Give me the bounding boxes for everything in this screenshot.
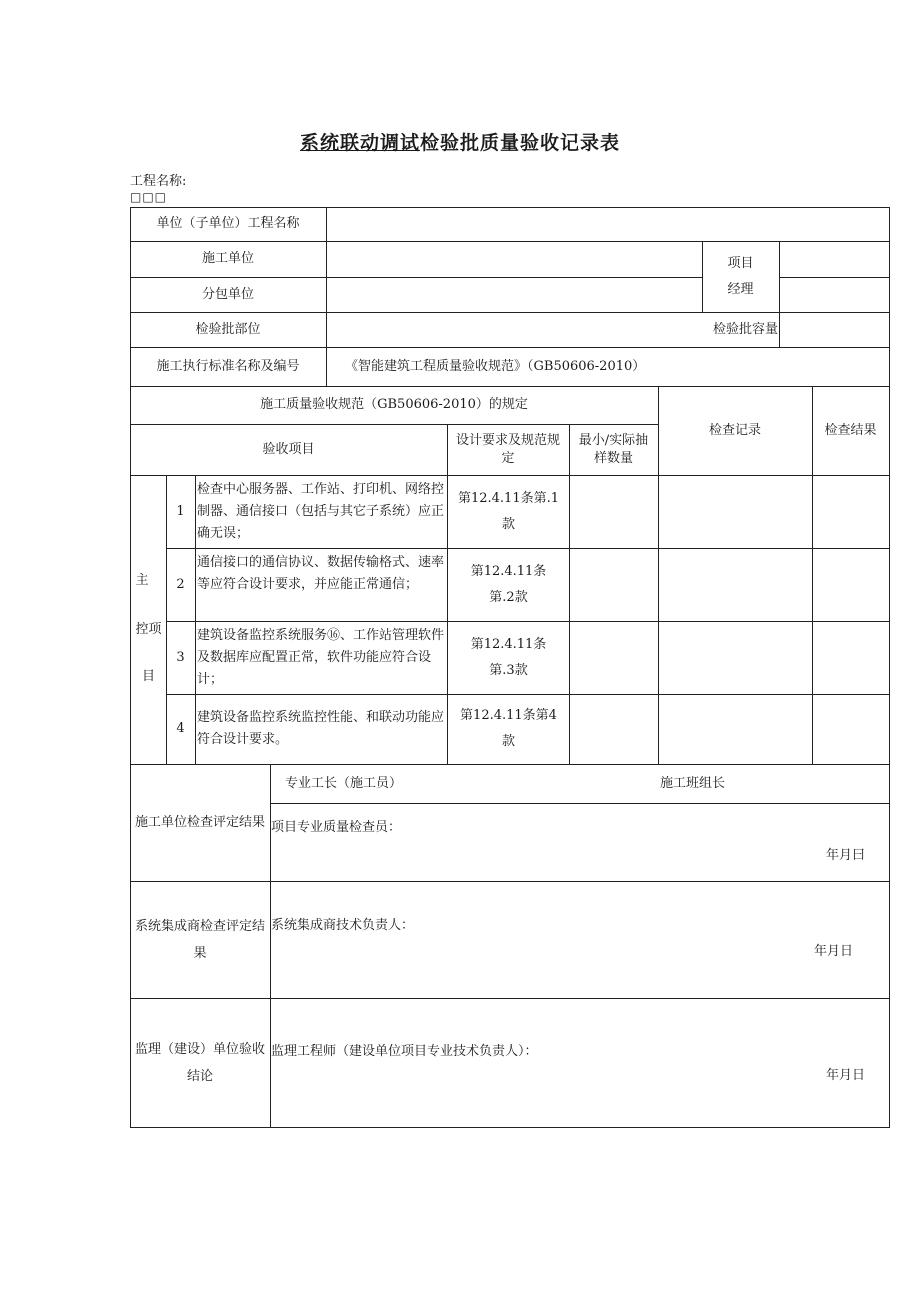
inspection-lot-part-label: 检验批部位: [195, 321, 261, 337]
item-requirement: 第12.4.11条第.1款: [457, 490, 560, 532]
team-leader-label: 施工班组长: [660, 776, 726, 791]
item-record-cell[interactable]: [659, 476, 812, 548]
item-number: 4: [176, 721, 185, 736]
inspection-lot-part-value[interactable]: [327, 313, 703, 347]
unit-project-name-label: 单位（子单位）工程名称: [156, 216, 300, 231]
item-requirement: 第12.4.11条第.2款: [470, 563, 547, 605]
page-title: [0, 128, 920, 155]
item-sample-cell[interactable]: [570, 695, 658, 764]
unit-project-name-value[interactable]: [327, 208, 889, 241]
item-sample-cell[interactable]: [570, 622, 658, 694]
item-number: 2: [176, 576, 185, 592]
inspection-lot-capacity-label: 检验批容量: [712, 321, 778, 337]
main-control-label-2: 控项: [135, 622, 162, 637]
item-result-cell[interactable]: [813, 622, 889, 694]
item-result-cell[interactable]: [813, 476, 889, 548]
item-requirement: 第12.4.11条第4款: [460, 708, 557, 749]
sample-quantity-header: 最小/实际抽样数量: [578, 432, 649, 466]
acceptance-item-header: 验收项目: [262, 441, 315, 457]
date-construction: 年月曰: [826, 848, 866, 863]
project-name-label: 工程名称:: [130, 174, 187, 189]
inspection-lot-capacity-value[interactable]: [780, 313, 889, 347]
check-record-header: 检查记录: [708, 422, 761, 438]
project-manager-value-1[interactable]: [780, 242, 889, 277]
construction-unit-label: 施工单位: [201, 251, 254, 266]
main-control-label-1: 主: [135, 573, 149, 588]
item-sample-cell[interactable]: [570, 476, 658, 548]
project-manager-label-line1: 项目: [727, 255, 754, 271]
check-result-header: 检查结果: [824, 422, 877, 438]
item-number: 1: [176, 503, 185, 519]
integrator-tech-label: 系统集成商技术负责人：: [271, 918, 415, 933]
item-record-cell[interactable]: [659, 695, 812, 764]
item-record-cell[interactable]: [659, 549, 812, 621]
item-description: 建筑设备监控系统服务⑯、工作站管理软件及数据库应配置正常，软件功能应符合设计；: [197, 628, 445, 687]
item-requirement: 第12.4.11条第.3款: [470, 636, 547, 678]
item-description: 检查中心服务器、工作站、打印机、网络控制器、通信接口（包括与其它子系统）应正确无误；: [197, 482, 445, 541]
construction-unit-value[interactable]: [327, 242, 702, 277]
title-underlined: 系统联动调试: [299, 132, 420, 154]
item-description: 建筑设备监控系统监控性能、和联动功能应符合设计要求。: [197, 710, 445, 747]
standard-label: 施工执行标准名称及编号: [156, 358, 300, 374]
project-name-value: □□□: [130, 190, 168, 204]
integrator-eval-label: 系统集成商检查评定结果: [134, 918, 265, 961]
item-result-cell[interactable]: [813, 549, 889, 621]
subcontract-unit-label: 分包单位: [201, 286, 254, 302]
quality-inspector-label: 项目专业质量检查员：: [271, 820, 402, 835]
supervisor-label: 监理（建设）单位验收结论: [134, 1041, 265, 1084]
design-requirement-header: 设计要求及规范规定: [455, 432, 560, 466]
spec-title: 施工质量验收规范（GB50606-2010）的规定: [260, 397, 528, 412]
title-rest: 检验批质量验收记录表: [420, 132, 621, 154]
project-manager-label: [702, 241, 779, 312]
foreman-label: 专业工长（施工员）: [285, 776, 403, 791]
date-integrator: 年月日: [814, 944, 854, 959]
construction-eval-label: 施工单位检查评定结果: [134, 814, 265, 830]
item-result-cell[interactable]: [813, 695, 889, 764]
project-manager-value-2[interactable]: [780, 278, 889, 312]
item-description: 通信接口的通信协议、数据传输格式、速率等应符合设计要求，并应能正常通信；: [197, 555, 445, 592]
project-manager-label-line2: 经理: [727, 281, 754, 297]
supervisor-engineer-label: 监理工程师（建设单位项目专业技术负责人）：: [271, 1044, 538, 1059]
date-supervisor: 年月日: [826, 1068, 866, 1083]
item-record-cell[interactable]: [659, 622, 812, 694]
subcontract-unit-value[interactable]: [327, 278, 702, 312]
item-sample-cell[interactable]: [570, 549, 658, 621]
item-number: 3: [176, 649, 185, 665]
standard-value: 《智能建筑工程质量验收规范》（GB50606-2010）: [345, 358, 646, 374]
main-control-label-3: 目: [141, 669, 155, 684]
